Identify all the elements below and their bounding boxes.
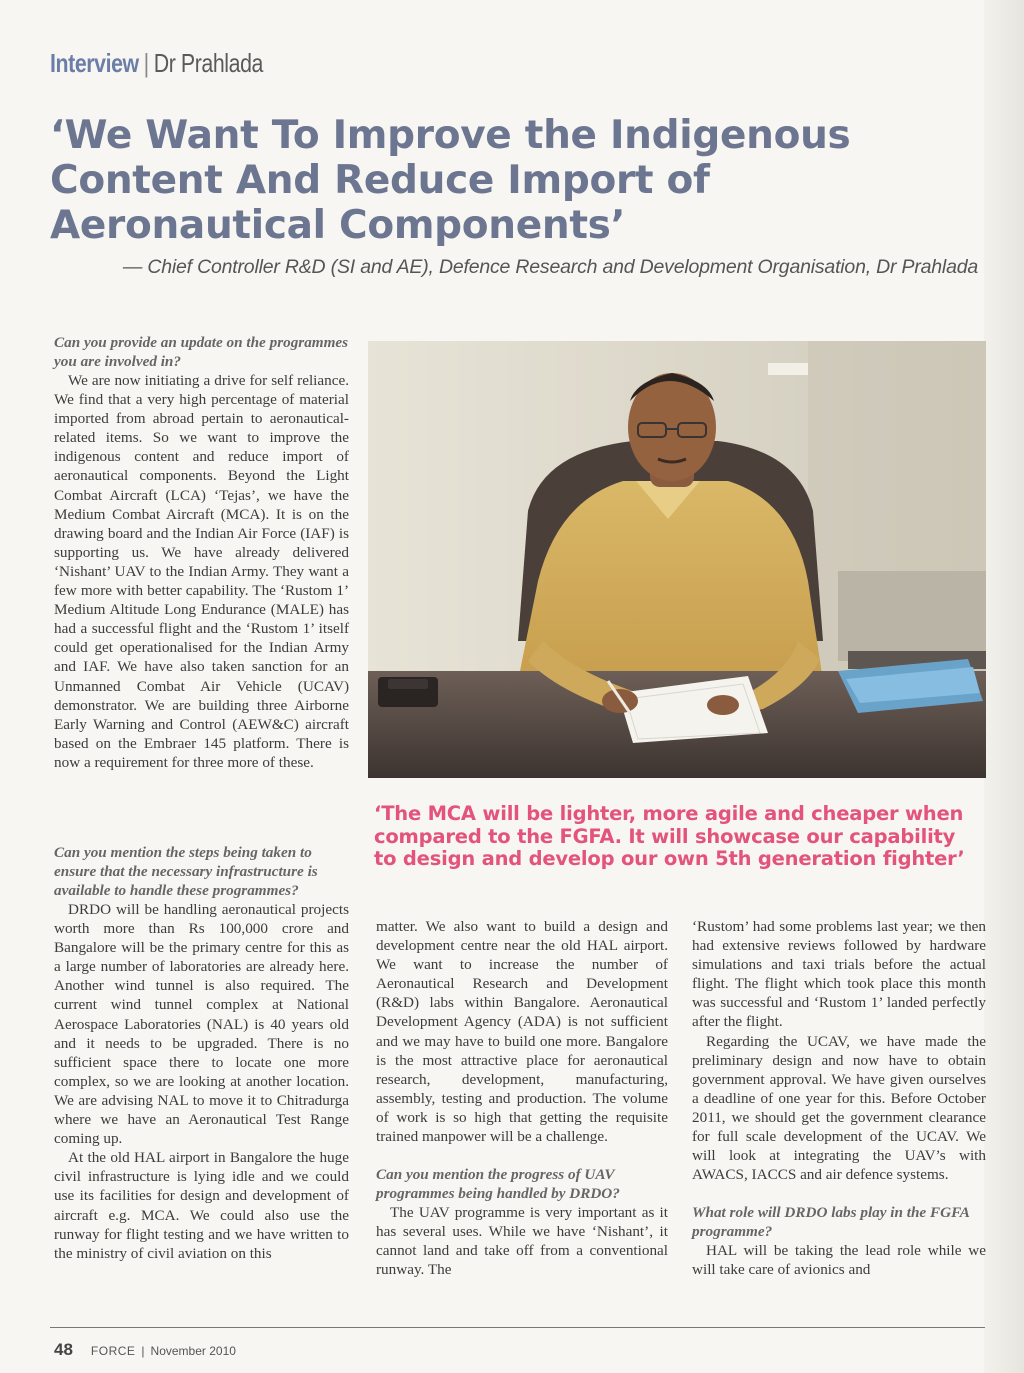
question-4: What role will DRDO labs play in the FGFA programme? [692, 1204, 970, 1241]
column-1-bottom [54, 843, 349, 1263]
answer-4: HAL will be taking the lead role while we will take care of avionics and [692, 1242, 986, 1279]
page-edge [984, 0, 1024, 1373]
answer-2-paragraph-3: matter. We also want to build a design and development centre near the old HAL airport. We want to increase the number of Aeronautical Research and Development (R&D) labs within Bangalore. Aeronautical Development Agency (ADA) is not sufficient and we may have to build one more. Bangalore is the most attractive place for aeronautical research, development, manufacturing, assembly, testing and production. The volume of work is so high that getting the requisite trained manpower will be a challenge. [376, 918, 668, 1146]
magazine-name: FORCE [90, 1344, 136, 1358]
column-1-top [54, 333, 349, 772]
question-1: Can you provide an update on the programmes you are involved in? [54, 334, 349, 370]
page-footer [54, 1340, 236, 1360]
column-3 [692, 917, 986, 1280]
section-name: Interview [50, 48, 139, 78]
footer-separator: | [141, 1344, 145, 1358]
footer-rule [50, 1327, 985, 1328]
interview-subject: Dr Prahlada [153, 48, 263, 78]
question-2: Can you mention the steps being taken to ensure that the necessary infrastructure is available to handle these programmes? [54, 844, 318, 899]
portrait-illustration [368, 341, 986, 778]
answer-2-paragraph-2: At the old HAL airport in Bangalore the huge civil infrastructure is lying idle and we could use its facilities for design and development of aircraft e.g. MCA. We could also use the runway for flight testing and we have written to the ministry of civil aviation on this [54, 1149, 349, 1262]
byline: — Chief Controller R&D (SI and AE), Defence Research and Development Organisation, Dr Prahlada [122, 256, 978, 278]
answer-1: We are now initiating a drive for self reliance. We find that a very high percentage of material imported from abroad pertain to aeronautical-related items. So we want to improve the indigenous content and reduce import of aeronautical components. Beyond the Light Combat Aircraft (LCA) ‘Tejas’, we have the Medium Combat Aircraft (MCA). It is on the drawing board and the Indian Air Force (IAF) is supporting us. We have already delivered ‘Nishant’ UAV to the Indian Army. They want a few more with better capability. The ‘Rustom 1’ Medium Altitude Long Endurance (MALE) has had a successful flight and the ‘Rustom 1’ itself could get operationalised for the Indian Army and IAF. We have also taken sanction for an Unmanned Combat Air Vehicle (UCAV) demonstrator. We are building three Airborne Early Warning and Control (AEW&C) aircraft based on the Embraer 145 platform. There is now a requirement for three more of these. [54, 372, 349, 771]
pull-quote: ‘The MCA will be lighter, more agile and cheaper when compared to the FGFA. It will showcase our capability to design and develop our own 5th generation fighter’ [374, 802, 965, 870]
answer-3-paragraph-1: The UAV programme is very important as it has several uses. While we have ‘Nishant’, it cannot land and take off from a conventional runway. The [376, 1204, 668, 1279]
column-2 [376, 917, 668, 1280]
portrait-photo [368, 341, 986, 778]
issue-date: November 2010 [150, 1344, 236, 1358]
page-number: 48 [54, 1340, 73, 1359]
headline: ‘We Want To Improve the Indigenous Content And Reduce Import of Aeronautical Components’ [50, 113, 851, 248]
answer-3-paragraph-3: Regarding the UCAV, we have made the preliminary design and now have to obtain government approval. We have given ourselves a deadline of one year for this. Before October 2011, we should get the government clearance for full scale development of the UCAV. We will look at integrating the UAV’s with AWACS, IACCS and air defence systems. [692, 1032, 986, 1184]
section-separator: | [143, 48, 149, 78]
answer-2-paragraph-1: DRDO will be handling aeronautical projects worth more than Rs 100,000 crore and Bangalore will be the primary centre for this as a large number of laboratories are already here. Another wind tunnel is also required. The current wind tunnel complex at National Aerospace Laboratories (NAL) is 40 years old and it needs to be upgraded. There is no sufficient space there to locate one more complex, so we are looking at another location. We are advising NAL to move it to Chitradurga where we have an Aeronautical Test Range coming up. [54, 901, 349, 1148]
question-3: Can you mention the progress of UAV programmes being handled by DRDO? [376, 1166, 620, 1203]
answer-3-paragraph-2: ‘Rustom’ had some problems last year; we then had extensive reviews followed by hardware simulations and taxi trials before the actual flight. The flight which took place this month was successful and ‘Rustom 1’ landed perfectly after the flight. [692, 918, 986, 1031]
section-label [50, 48, 263, 79]
